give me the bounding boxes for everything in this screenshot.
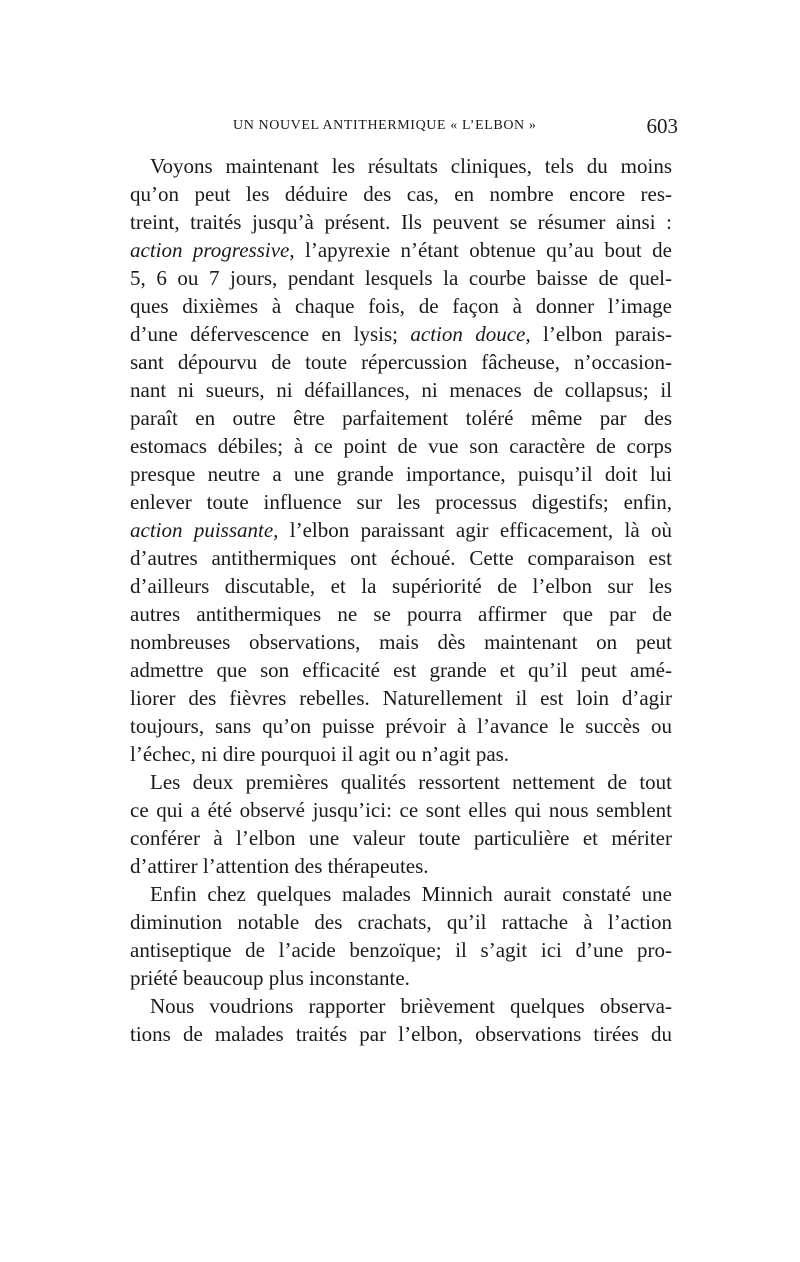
text-line: l’échec, ni dire pourquoi il agit ou n’agit pas.	[130, 742, 510, 766]
running-title: UN NOUVEL ANTITHERMIQUE « L’ELBON »	[233, 118, 537, 133]
text-line: action progressive, l’apyrexie n’étant obtenue qu’au bout de	[130, 238, 672, 262]
text-line: nant ni sueurs, ni défaillances, ni menaces de collapsus; il	[130, 378, 672, 402]
text-line: action puissante, l’elbon paraissant agir efficacement, là où	[130, 518, 672, 542]
text-line: Voyons maintenant les résultats cliniques, tels du moins	[150, 154, 672, 178]
text-line: antiseptique de l’acide benzoïque; il s’agit ici d’une pro-	[130, 938, 672, 962]
text-line: autres antithermiques ne se pourra affirmer que par de	[130, 602, 672, 626]
text-line: admettre que son efficacité est grande et qu’il peut amé-	[130, 658, 672, 682]
text-line: 5, 6 ou 7 jours, pendant lesquels la courbe baisse de quel-	[130, 266, 672, 290]
text-line: nombreuses observations, mais dès maintenant on peut	[130, 630, 672, 654]
text-line: Enfin chez quelques malades Minnich aurait constaté une	[150, 882, 672, 906]
text-line: presque neutre a une grande importance, puisqu’il doit lui	[130, 462, 672, 486]
text-line: Les deux premières qualités ressortent nettement de tout	[150, 770, 672, 794]
running-header	[233, 114, 678, 138]
text-line: estomacs débiles; à ce point de vue son caractère de corps	[130, 434, 672, 458]
text-line: diminution notable des crachats, qu’il rattache à l’action	[130, 910, 672, 934]
text-line: d’une défervescence en lysis; action douce, l’elbon parais-	[130, 322, 673, 346]
text-line: qu’on peut les déduire des cas, en nombre encore res-	[130, 182, 672, 206]
text-line: d’attirer l’attention des thérapeutes.	[130, 854, 429, 878]
text-line: d’autres antithermiques ont échoué. Cette comparaison est	[130, 546, 672, 570]
text-line: d’ailleurs discutable, et la supériorité de l’elbon sur les	[130, 574, 672, 598]
text-line: sant dépourvu de toute répercussion fâcheuse, n’occasion-	[130, 350, 672, 374]
text-line: enlever toute influence sur les processus digestifs; enfin,	[130, 490, 672, 514]
text-line: liorer des fièvres rebelles. Naturellement il est loin d’agir	[130, 686, 672, 710]
text-line: tions de malades traités par l’elbon, observations tirées du	[130, 1022, 672, 1046]
text-line: treint, traités jusqu’à présent. Ils peuvent se résumer ainsi :	[130, 210, 672, 234]
text-line: ce qui a été observé jusqu’ici: ce sont elles qui nous semblent	[130, 798, 672, 822]
text-line: ques dixièmes à chaque fois, de façon à donner l’image	[130, 294, 672, 318]
text-line: Nous voudrions rapporter brièvement quelques observa-	[150, 994, 672, 1018]
text-line: priété beaucoup plus inconstante.	[130, 966, 410, 990]
text-line: toujours, sans qu’on puisse prévoir à l’avance le succès ou	[130, 714, 672, 738]
text-line: conférer à l’elbon une valeur toute particulière et mériter	[130, 826, 672, 850]
page-number: 603	[646, 114, 678, 138]
text-line: paraît en outre être parfaitement toléré même par des	[130, 406, 672, 430]
